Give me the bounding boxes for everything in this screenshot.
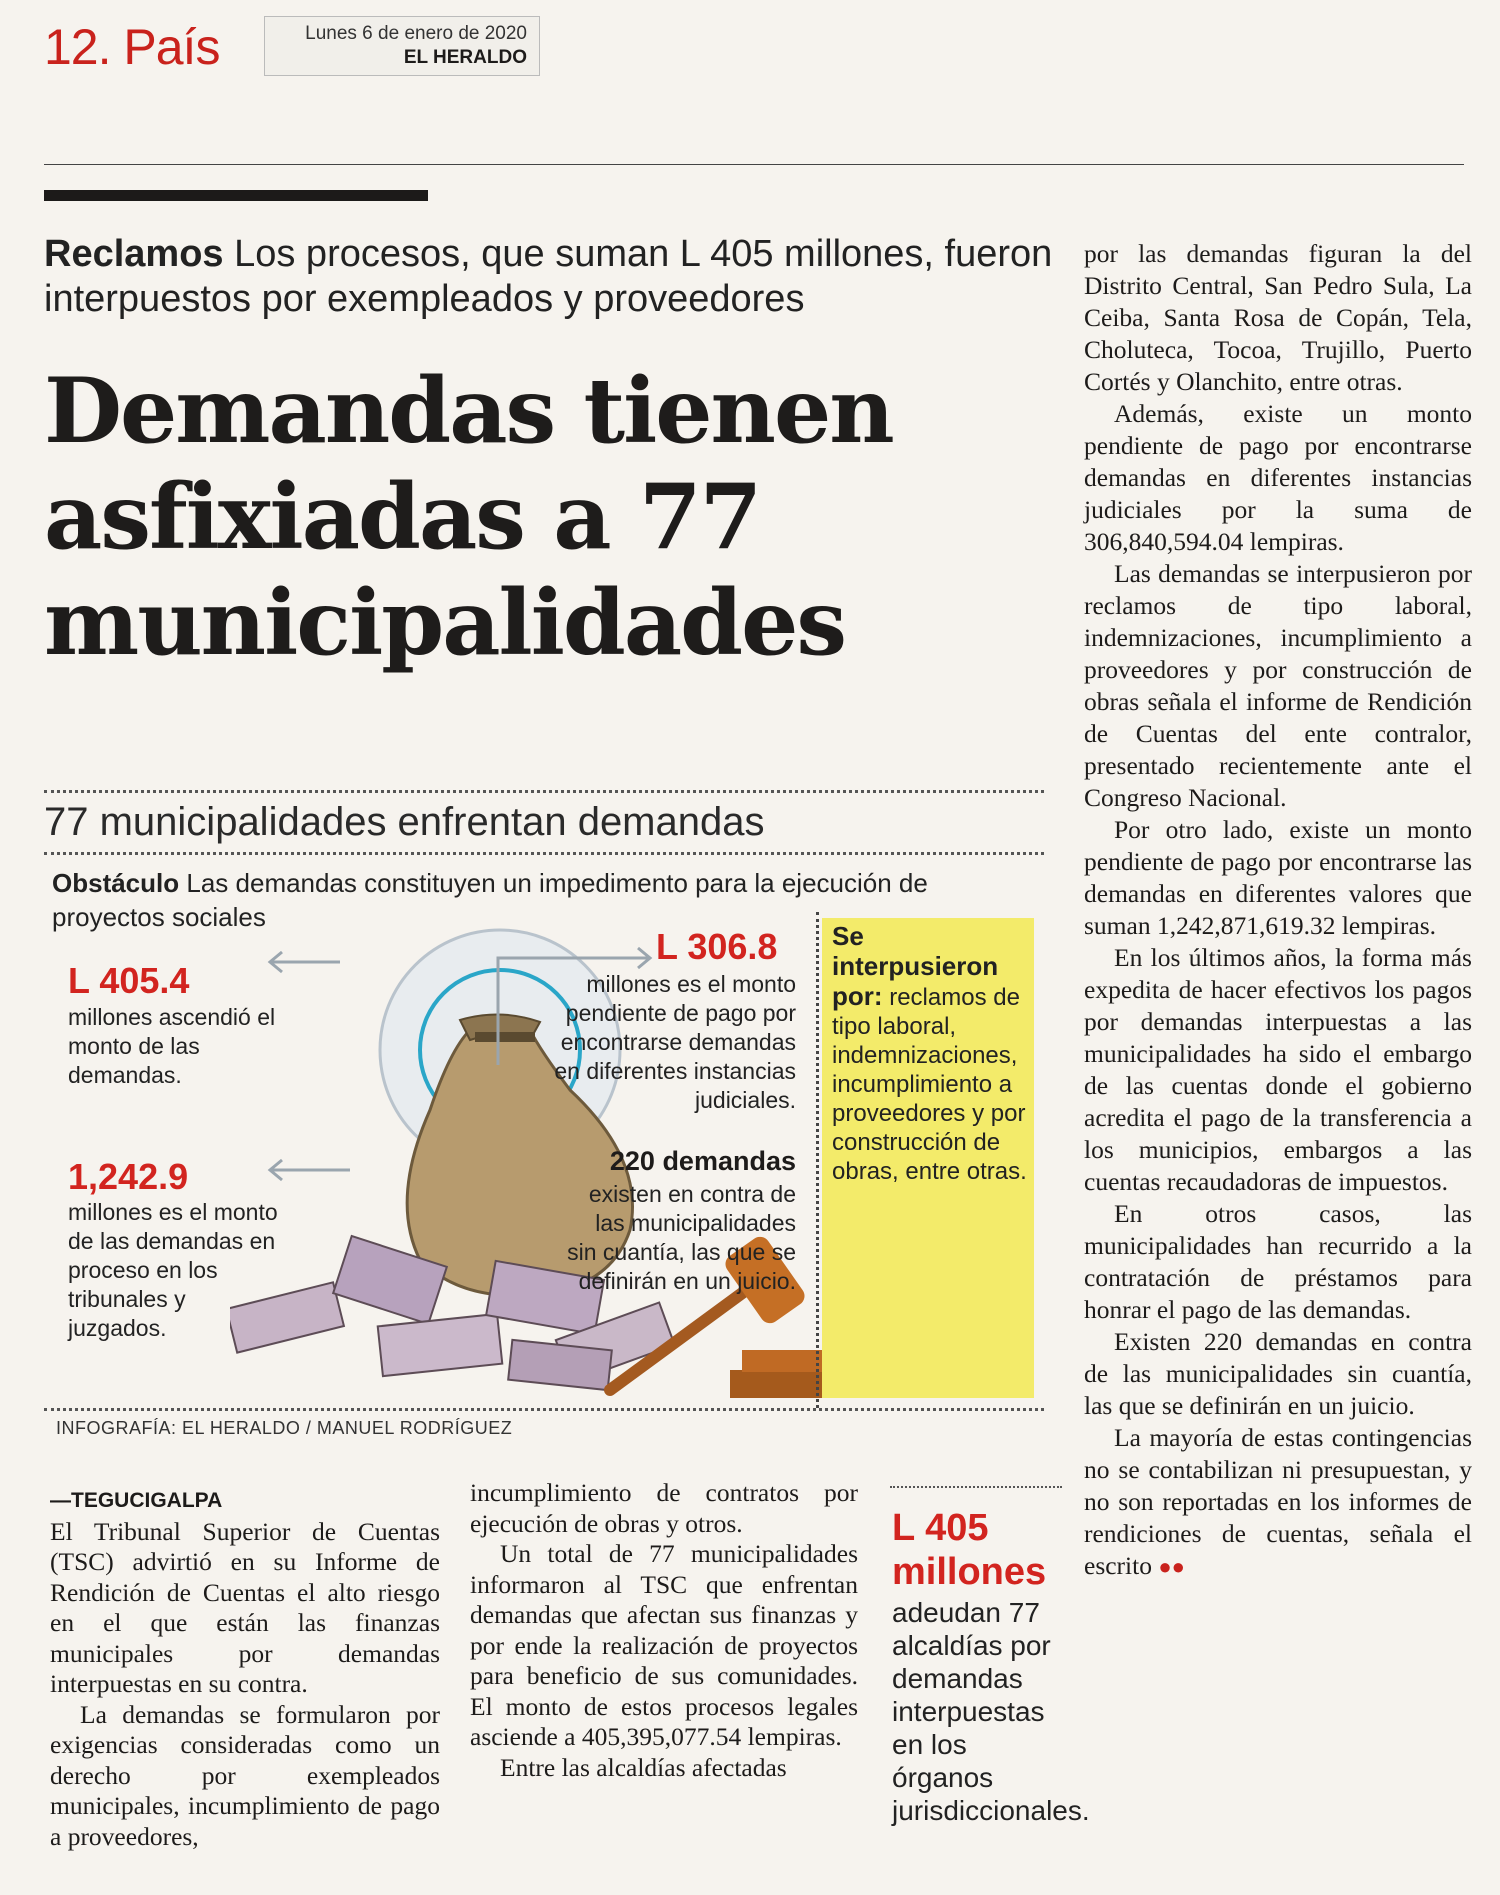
pullquote-text: adeudan 77 alcaldías por demandas interpuestas en los órganos jurisdiccionales. <box>892 1597 1090 1826</box>
stat-pending-text: millones es el monto pendiente de pago por encontrarse demandas en diferentes instancias judiciales. <box>554 971 796 1113</box>
yellow-box-divider <box>816 912 819 1408</box>
kicker <box>44 232 1054 322</box>
closing-paragraph-text: La mayoría de estas contingencias no se contabilizan ni presupuestan, y no son reportadas en los informes de rendiciones de cuentas, señala el escrito <box>1084 1423 1472 1580</box>
infographic-top-rule <box>44 790 1044 793</box>
body-paragraph <box>1084 1422 1472 1583</box>
pullquote-rule <box>890 1486 1062 1488</box>
section-number: 12. País <box>44 19 220 75</box>
stat-in-process-text: millones es el monto de las demandas en proceso en los tribunales y juzgados. <box>68 1199 278 1341</box>
body-paragraph: En otros casos, las municipalidades han recurrido a la contratación de préstamos para honrar el pago de las demandas. <box>1084 1199 1472 1324</box>
stat-in-process-value: 1,242.9 <box>68 1156 189 1197</box>
stat-lawsuits-text: existen en contra de las municipalidades sin cuantía, las que se definirán en un juicio. <box>567 1181 796 1294</box>
headline-line: asfixiadas a 77 <box>44 464 761 570</box>
kicker-text: Los procesos, que suman L 405 millones, fueron interpuestos por exempleados y proveedores <box>44 233 1053 320</box>
reasons-label: Se interpusieron por: <box>832 921 999 1011</box>
headline-line: Demandas tienen <box>44 358 893 464</box>
dateline-box <box>264 16 540 76</box>
body-paragraph: incumplimiento de contratos por ejecución de obras y otros. <box>470 1478 858 1538</box>
body-paragraph: Entre las alcaldías afectadas <box>500 1752 787 1782</box>
body-paragraph: Un total de 77 municipalidades informaron al TSC que enfrentan demandas que afectan sus finanzas y por ende la realización de proyectos para beneficio de sus comunidades. El monto de estos procesos legales asciende a 405,395,077.54 lempiras. <box>470 1539 858 1751</box>
body-paragraph: por las demandas figuran la del Distrito Central, San Pedro Sula, La Ceiba, Santa Rosa de Copán, Tela, Choluteca, Tocoa, Trujillo, Puerto Cortés y Olanchito, entre otras. <box>1084 239 1472 396</box>
stat-total-value: L 405.4 <box>68 960 190 1001</box>
body-paragraph: Además, existe un monto pendiente de pago por encontrarse demandas en diferentes instancias judiciales por la suma de 306,840,594.04 lempiras. <box>1084 399 1472 556</box>
body-column-2 <box>470 1478 858 1783</box>
body-column-1 <box>50 1486 440 1852</box>
kicker-label: Reclamos <box>44 233 224 275</box>
body-paragraph: Existen 220 demandas en contra de las municipalidades sin cuantía, las que se definirán en un juicio. <box>1084 1327 1472 1420</box>
dateline: —TEGUCIGALPA <box>50 1489 223 1512</box>
body-paragraph: Por otro lado, existe un monto pendiente de pago por encontrarse las demandas en diferentes valores que suman 1,242,871,619.32 lempiras. <box>1084 815 1472 940</box>
stat-total-text: millones ascendió el monto de las demandas. <box>68 1004 276 1088</box>
infographic-title: 77 municipalidades enfrentan demandas <box>44 800 765 844</box>
stat-lawsuits-value: 220 demandas <box>609 1146 796 1176</box>
pullquote-value: L 405 millones <box>892 1507 1047 1593</box>
body-paragraph: La demandas se formularon por exigencias consideradas como un derecho por exempleados municipales, incumplimiento de pago a proveedores, <box>50 1699 440 1851</box>
section-bar <box>44 190 428 201</box>
body-column-4 <box>1084 238 1472 1583</box>
subtitle-label: Obstáculo <box>52 868 180 898</box>
stat-pending-value: L 306.8 <box>656 926 778 967</box>
body-paragraph: Las demandas se interpusieron por reclamos de tipo laboral, indemnizaciones, incumplimiento a proveedores y por construcción de obras señala el informe de Rendición de Cuentas del ente contralor, presentado recientemente ante el Congreso Nacional. <box>1084 559 1472 812</box>
infographic-title-rule <box>44 852 1044 855</box>
end-mark-icon: ●● <box>1158 1554 1185 1579</box>
body-paragraph: El Tribunal Superior de Cuentas (TSC) advirtió en su Informe de Rendición de Cuentas el alto riesgo en el que están las finanzas municipales por demandas interpuestas en su contra. <box>50 1516 440 1698</box>
reasons-box-text <box>832 922 1032 1186</box>
header-rule <box>44 164 1464 165</box>
reasons-text: reclamos de tipo laboral, indemnizaciones, incumplimiento a proveedores y por construcción de obras, entre otras. <box>832 984 1027 1185</box>
headline-line: municipalidades <box>44 570 846 676</box>
infographic-credit: INFOGRAFÍA: EL HERALDO / MANUEL RODRÍGUEZ <box>56 1418 513 1438</box>
body-paragraph: En los últimos años, la forma más expedita de hacer efectivos los pagos por demandas interpuestas a las municipalidades ha sido el embargo de las cuentas donde el gobierno acredita el pago de la transferencia a los municipios, embargos a las cuentas recaudadoras de impuestos. <box>1084 943 1472 1196</box>
infographic-bottom-rule <box>44 1408 1044 1411</box>
issue-date: Lunes 6 de enero de 2020 <box>305 23 527 44</box>
publication-name: EL HERALDO <box>403 47 527 68</box>
subtitle-text: Las demandas constituyen un impedimento para la ejecución de proyectos sociales <box>52 868 928 932</box>
headline <box>44 358 1064 676</box>
